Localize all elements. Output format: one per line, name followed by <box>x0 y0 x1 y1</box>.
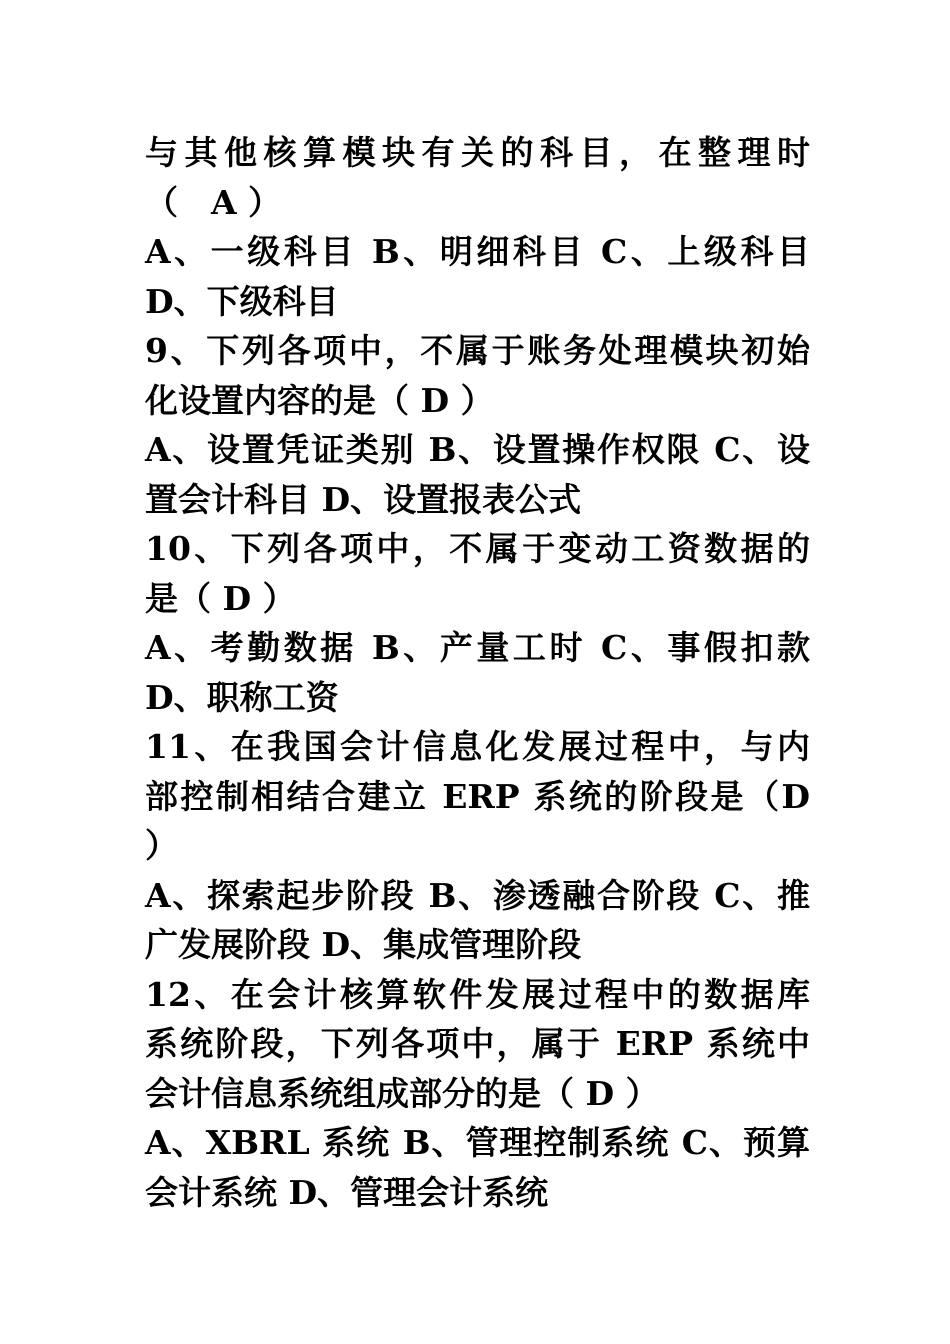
question-12-cont: 系统阶段，下列各项中，属于 ERP 系统中 <box>145 1024 810 1063</box>
question-9: 9、下列各项中，不属于账务处理模块初始 <box>145 331 810 370</box>
answer-line: （ A ） <box>145 182 282 222</box>
options-line: D、下级科目 <box>145 281 339 321</box>
options-line: A、设置凭证类别 B、设置操作权限 C、设 <box>145 430 810 469</box>
options-line: A、一级科目 B、明细科目 C、上级科目 <box>145 232 810 271</box>
question-11: 11、在我国会计信息化发展过程中，与内 <box>145 727 810 766</box>
question-12: 12、在会计核算软件发展过程中的数据库 <box>145 974 810 1014</box>
options-line: A、考勤数据 B、产量工时 C、事假扣款 <box>145 628 810 667</box>
options-line: A、XBRL 系统 B、管理控制系统 C、预算 <box>145 1123 810 1162</box>
options-line: D、职称工资 <box>145 677 339 717</box>
document-body <box>145 128 810 1217</box>
question-10-cont: 是（ D ） <box>145 578 296 618</box>
options-line: 会计系统 D、管理会计系统 <box>145 1172 549 1212</box>
question-11-cont: ） <box>145 826 178 865</box>
question-12-cont: 会计信息系统组成部分的是（ D ） <box>145 1073 659 1113</box>
options-line: 广发展阶段 D、集成管理阶段 <box>145 925 582 964</box>
options-line: 置会计科目 D、设置报表公式 <box>145 479 582 519</box>
question-9-cont: 化设置内容的是（ D ） <box>145 380 494 420</box>
question-11-cont: 部控制相结合建立 ERP 系统的阶段是（D <box>145 776 810 816</box>
text-line: 与其他核算模块有关的科目，在整理时 <box>145 133 810 172</box>
question-10: 10、下列各项中，不属于变动工资数据的 <box>145 529 810 568</box>
options-line: A、探索起步阶段 B、渗透融合阶段 C、推 <box>145 875 810 915</box>
